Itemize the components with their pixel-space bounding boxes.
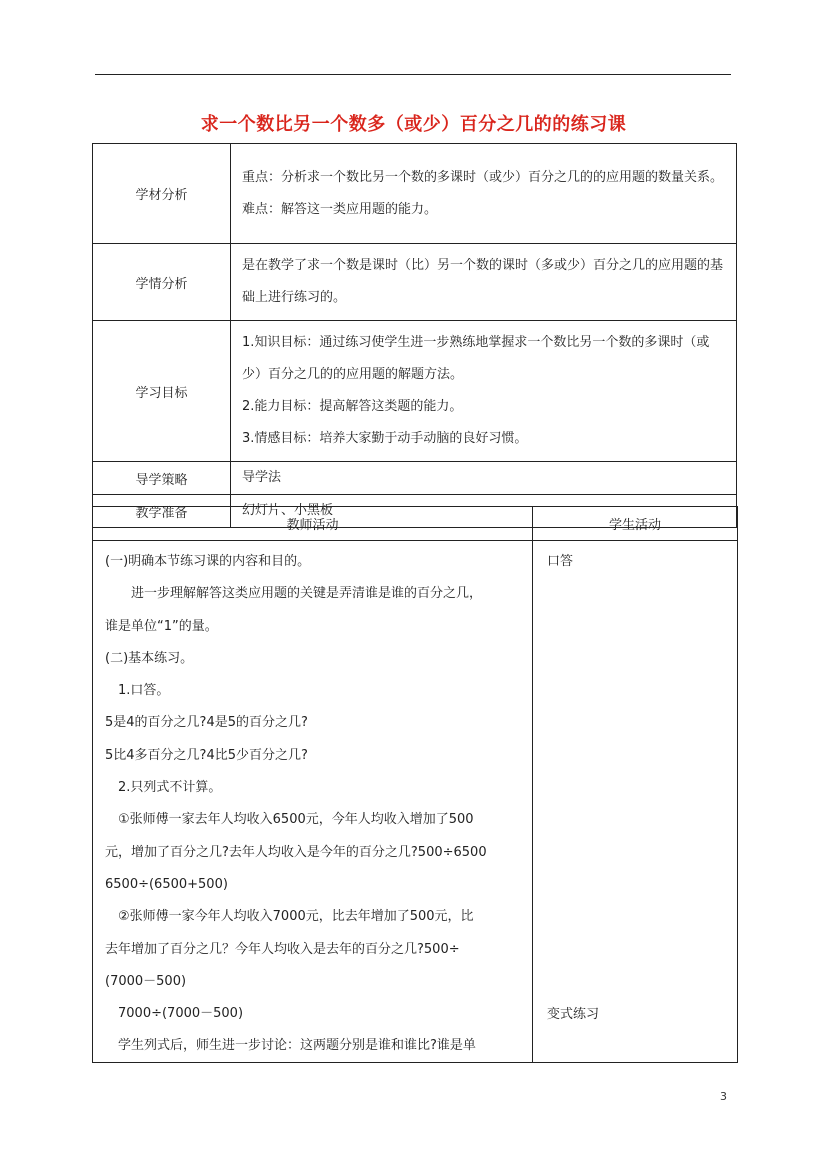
content-line: 是在教学了求一个数是课时（比）另一个数的课时（多或少）百分之几的应用题的基础上进行练习的。 xyxy=(242,258,724,305)
content-line: 1.知识目标：通过练习使学生进一步熟练地掌握求一个数比另一个数的多课时（或少）百分之几的的应用题的解题方法。 xyxy=(242,335,710,382)
activity-line: 去年增加了百分之几？今年人均收入是去年的百分之几?500÷ xyxy=(105,941,460,957)
student-activity-header: 学生活动 xyxy=(533,507,738,541)
activity-line: 7000÷(7000－500) xyxy=(118,1006,244,1022)
table-row xyxy=(93,144,737,244)
activity-line: 进一步理解解答这类应用题的关键是弄清谁是谁的百分之几， xyxy=(131,586,483,602)
row-label: 学材分析 xyxy=(93,144,231,244)
row-label: 教学准备 xyxy=(93,495,231,528)
activity-line: (二)基本练习。 xyxy=(105,650,194,666)
activity-line: 6500÷(6500+500) xyxy=(105,876,228,892)
activity-line: 元，增加了百分之几?去年人均收入是今年的百分之几?500÷6500 xyxy=(105,844,487,860)
student-note: 口答 xyxy=(547,554,574,569)
row-content xyxy=(231,462,737,495)
activity-line: 1.口答。 xyxy=(118,683,170,699)
page-number: 3 xyxy=(720,1090,727,1103)
activity-line: 谁是单位“1”的量。 xyxy=(105,618,218,634)
activity-line: ①张师傅一家去年人均收入6500元，今年人均收入增加了500 xyxy=(118,812,474,828)
activity-line: 5比4多百分之几?4比5少百分之几? xyxy=(105,747,308,763)
activity-table xyxy=(92,506,738,1063)
row-label: 导学策略 xyxy=(93,462,231,495)
document-title: 求一个数比另一个数多（或少）百分之几的的练习课 xyxy=(200,114,627,135)
content-line: 2.能力目标：提高解答这类题的能力。 xyxy=(242,399,463,414)
table-row xyxy=(93,462,737,495)
activity-line: (7000－500) xyxy=(105,973,187,989)
activity-line: (一)明确本节练习课的内容和目的。 xyxy=(105,554,311,569)
student-note: 变式练习 xyxy=(547,1007,600,1022)
activity-line: 5是4的百分之几?4是5的百分之几? xyxy=(105,715,308,731)
lesson-info-table xyxy=(92,143,737,528)
table-row xyxy=(93,244,737,321)
row-content xyxy=(231,321,737,462)
activity-line: 2.只列式不计算。 xyxy=(118,780,222,796)
activity-line: 学生列式后，师生进一步讨论：这两题分别是谁和谁比?谁是单 xyxy=(118,1038,476,1054)
content-line: 3.情感目标：培养大家勤于动手动脑的良好习惯。 xyxy=(242,431,528,446)
content-line: 幻灯片、小黑板 xyxy=(242,503,334,518)
content-line: 重点：分析求一个数比另一个数的多课时（或少）百分之几的的应用题的数量关系。 xyxy=(242,169,724,185)
row-content xyxy=(231,144,737,244)
table-row xyxy=(93,321,737,462)
activity-line: ②张师傅一家今年人均收入7000元，比去年增加了500元，比 xyxy=(118,909,474,925)
teacher-activity-header: 教师活动 xyxy=(93,507,533,541)
content-line: 导学法 xyxy=(242,470,282,485)
student-activity-cell xyxy=(533,541,738,1063)
row-label: 学情分析 xyxy=(93,244,231,321)
header-rule xyxy=(95,74,731,75)
teacher-activity-cell xyxy=(93,541,533,1063)
content-line: 难点：解答这一类应用题的能力。 xyxy=(242,201,438,217)
row-content xyxy=(231,244,737,321)
row-label: 学习目标 xyxy=(93,321,231,462)
